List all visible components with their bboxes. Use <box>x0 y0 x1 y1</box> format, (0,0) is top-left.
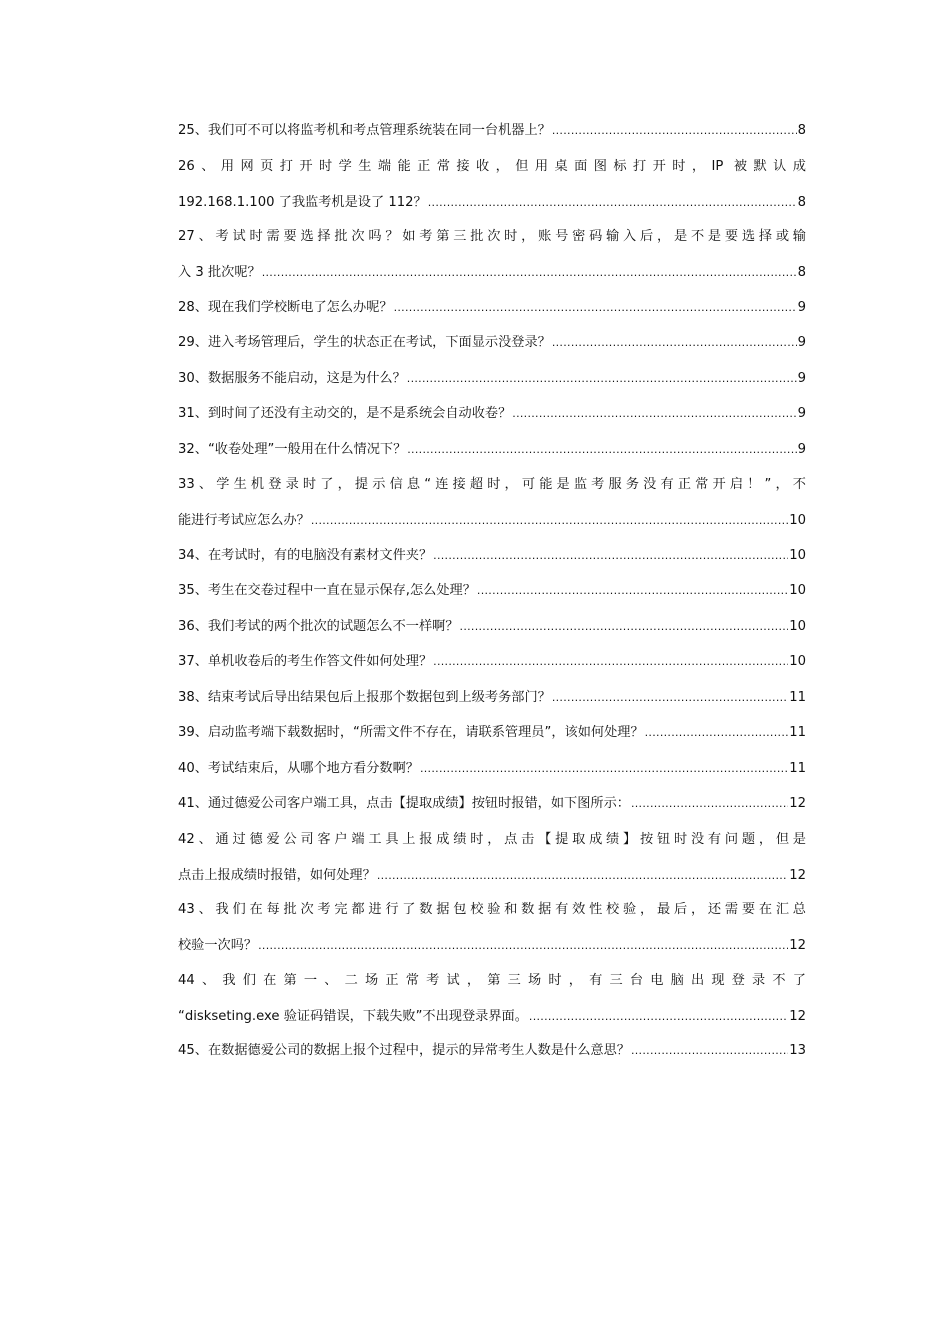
toc-entry-last-line <box>178 194 806 211</box>
toc-entry-title: 40、考试结束后，从哪个地方看分数啊？ <box>178 760 419 776</box>
toc-entry[interactable] <box>178 795 806 812</box>
toc-entry-line: 26、用网页打开时学生端能正常接收，但用桌面图标打开时，IP 被默认成 <box>178 158 806 174</box>
toc-entry[interactable] <box>178 299 806 316</box>
toc-page-number: 12 <box>789 938 806 953</box>
toc-entry-last-line <box>178 653 806 670</box>
toc-page-number: 10 <box>789 583 806 598</box>
toc-entry[interactable] <box>178 689 806 706</box>
toc-entry-line: 42、通过德爱公司客户端工具上报成绩时，点击【提取成绩】按钮时没有问题，但是 <box>178 831 806 847</box>
toc-entry[interactable] <box>178 334 806 351</box>
toc-page-number: 10 <box>789 513 806 528</box>
toc-dot-leader <box>460 618 789 635</box>
toc-dot-leader <box>529 1008 788 1025</box>
toc-entry-title: “diskseting.exe 验证码错误，下载失败”不出现登录界面。 <box>178 1008 528 1024</box>
toc-dot-leader <box>258 937 788 954</box>
toc-page-number: 9 <box>797 335 806 350</box>
toc-entry[interactable] <box>178 901 806 954</box>
toc-entry-last-line <box>178 760 806 777</box>
toc-dot-leader <box>262 264 797 281</box>
toc-dot-leader <box>394 299 797 316</box>
toc-entry[interactable] <box>178 760 806 777</box>
toc-entry-last-line <box>178 122 806 139</box>
toc-page-number: 12 <box>789 867 806 883</box>
toc-page-number: 9 <box>797 406 806 421</box>
toc-entry-title: 30、数据服务不能启动，这是为什么？ <box>178 370 406 386</box>
toc-entry-last-line <box>178 867 806 884</box>
toc-entry[interactable] <box>178 547 806 564</box>
toc-dot-leader <box>631 795 788 812</box>
toc-entry-last-line <box>178 1042 806 1059</box>
toc-entry[interactable] <box>178 618 806 635</box>
toc-entry[interactable] <box>178 653 806 670</box>
toc-entry[interactable] <box>178 441 806 458</box>
toc-entry[interactable] <box>178 1042 806 1059</box>
toc-dot-leader <box>433 653 788 670</box>
toc-entry-title: 39、启动监考端下载数据时，“所需文件不存在，请联系管理员”，该如何处理？ <box>178 725 644 740</box>
toc-entry-last-line <box>178 724 806 741</box>
toc-entry-title: 入 3 批次呢？ <box>178 265 261 280</box>
toc-entry-line: 43、我们在每批次考完都进行了数据包校验和数据有效性校验，最后，还需要在汇总 <box>178 902 806 917</box>
toc-entry[interactable] <box>178 370 806 387</box>
toc-page-number: 10 <box>789 618 806 634</box>
toc-entry-title: 31、到时间了还没有主动交的，是不是系统会自动收卷？ <box>178 406 512 421</box>
toc-entry-line: 27、考试时需要选择批次吗？如考第三批次时，账号密码输入后，是不是要选择或输 <box>178 229 806 244</box>
toc-entry[interactable] <box>178 228 806 281</box>
toc-dot-leader <box>377 867 788 884</box>
toc-page-number: 8 <box>797 194 806 210</box>
toc-entry-title: 37、单机收卷后的考生作答文件如何处理？ <box>178 654 433 669</box>
toc-entry-title: 45、在数据德爱公司的数据上报个过程中，提示的异常考生人数是什么意思？ <box>178 1043 630 1058</box>
toc-page-number: 11 <box>789 689 806 705</box>
toc-entry-title: 41、通过德爱公司客户端工具，点击【提取成绩】按钮时报错，如下图所示： <box>178 796 630 811</box>
toc-entry[interactable] <box>178 582 806 599</box>
toc-entry-title: 能进行考试应怎么办？ <box>178 513 310 528</box>
toc-entry-last-line <box>178 689 806 706</box>
toc-dot-leader <box>631 1042 788 1059</box>
toc-dot-leader <box>645 724 789 741</box>
toc-dot-leader <box>428 194 797 211</box>
toc-entry-last-line <box>178 1008 806 1025</box>
toc-page-number: 11 <box>789 725 806 740</box>
table-of-contents <box>178 122 806 1078</box>
toc-entry-last-line <box>178 512 806 529</box>
toc-page-number: 10 <box>789 547 806 563</box>
toc-dot-leader <box>552 334 797 351</box>
toc-entry-title: 192.168.1.100 了我监考机是设了 112？ <box>178 194 427 210</box>
toc-entry-last-line <box>178 370 806 387</box>
toc-dot-leader <box>311 512 788 529</box>
toc-dot-leader <box>433 547 788 564</box>
toc-entry-last-line <box>178 264 806 281</box>
toc-entry[interactable] <box>178 831 806 884</box>
toc-entry-title: 34、在考试时，有的电脑没有素材文件夹？ <box>178 547 433 563</box>
toc-entry[interactable] <box>178 724 806 741</box>
toc-dot-leader <box>552 689 788 706</box>
toc-dot-leader <box>407 370 797 387</box>
toc-dot-leader <box>420 760 788 777</box>
toc-page-number: 8 <box>797 265 806 280</box>
toc-page-number: 12 <box>789 796 806 811</box>
toc-entry-line: 44、我们在第一、二场正常考试，第三场时，有三台电脑出现登录不了 <box>178 972 806 988</box>
toc-entry-title: 28、现在我们学校断电了怎么办呢？ <box>178 299 393 315</box>
toc-entry-last-line <box>178 405 806 422</box>
toc-entry-last-line <box>178 441 806 458</box>
toc-entry[interactable] <box>178 476 806 529</box>
toc-entry-title: 29、进入考场管理后，学生的状态正在考试，下面显示没登录？ <box>178 335 551 350</box>
toc-entry-last-line <box>178 547 806 564</box>
toc-entry-title: 点击上报成绩时报错，如何处理？ <box>178 867 376 883</box>
toc-page-number: 13 <box>789 1043 806 1058</box>
toc-entry-title: 38、结束考试后导出结果包后上报那个数据包到上级考务部门？ <box>178 689 551 705</box>
toc-entry-title: 35、考生在交卷过程中一直在显示保存,怎么处理？ <box>178 583 476 598</box>
toc-page-number: 12 <box>789 1008 806 1024</box>
toc-entry[interactable] <box>178 122 806 139</box>
toc-page-number: 8 <box>797 123 806 138</box>
toc-entry-title: 25、我们可不可以将监考机和考点管理系统装在同一台机器上？ <box>178 123 551 138</box>
toc-entry-last-line <box>178 937 806 954</box>
toc-entry-last-line <box>178 618 806 635</box>
toc-entry-line: 33、学生机登录时了，提示信息“连接超时，可能是监考服务没有正常开启！”，不 <box>178 477 806 492</box>
toc-entry[interactable] <box>178 405 806 422</box>
toc-page-number: 11 <box>789 760 806 776</box>
toc-entry-title: 36、我们考试的两个批次的试题怎么不一样啊？ <box>178 618 459 634</box>
toc-page-number: 10 <box>789 654 806 669</box>
toc-entry-title: 32、“收卷处理”一般用在什么情况下？ <box>178 441 407 457</box>
toc-page-number: 9 <box>797 441 806 457</box>
toc-entry[interactable] <box>178 158 806 211</box>
toc-entry-last-line <box>178 795 806 812</box>
toc-dot-leader <box>512 405 796 422</box>
toc-dot-leader <box>407 441 796 458</box>
toc-entry-last-line <box>178 299 806 316</box>
toc-entry[interactable] <box>178 972 806 1025</box>
toc-dot-leader <box>477 582 788 599</box>
toc-dot-leader <box>552 122 797 139</box>
toc-entry-last-line <box>178 334 806 351</box>
toc-entry-title: 校验一次吗？ <box>178 938 258 953</box>
toc-entry-last-line <box>178 582 806 599</box>
toc-page-number: 9 <box>797 299 806 315</box>
toc-page-number: 9 <box>797 370 806 386</box>
